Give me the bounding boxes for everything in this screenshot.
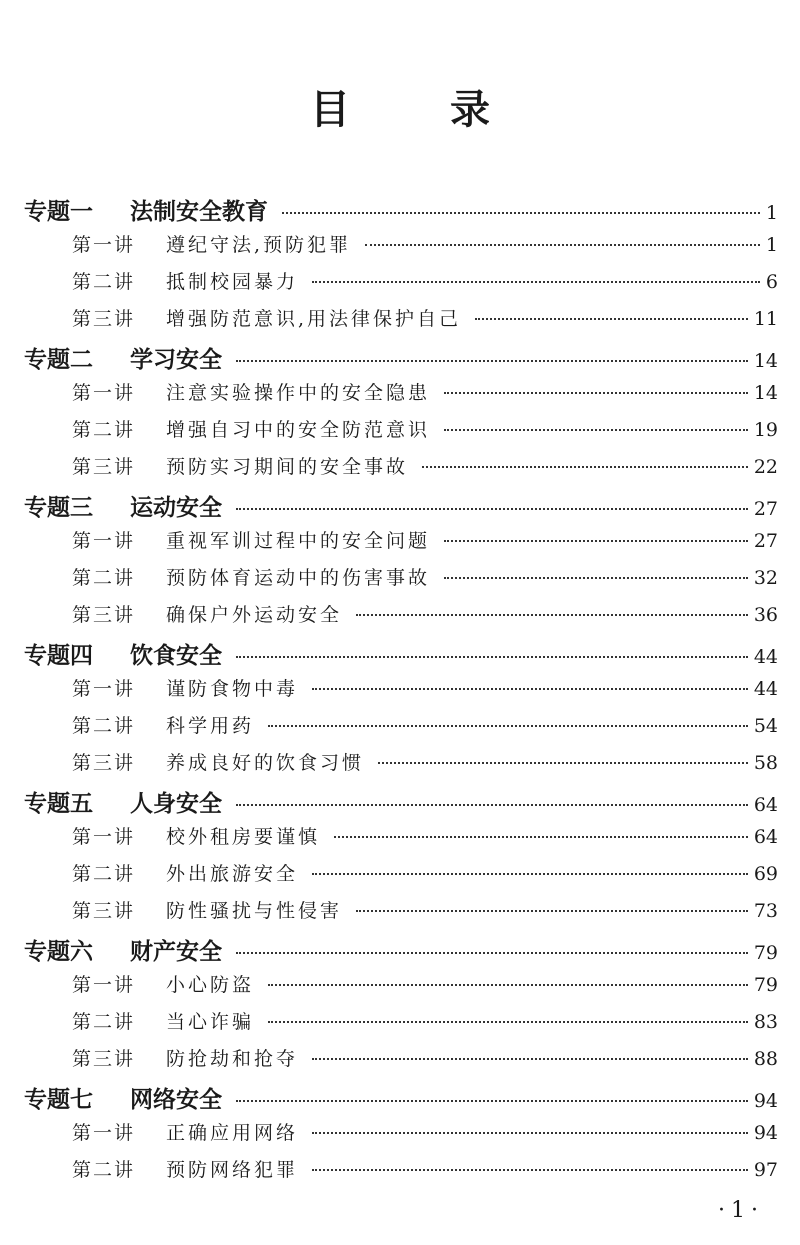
dot-leader bbox=[268, 725, 748, 727]
toc-lecture-row[interactable] bbox=[24, 304, 778, 341]
lecture-title: 谨防食物中毒 bbox=[166, 678, 299, 700]
chapter-number: 专题二 bbox=[24, 347, 93, 373]
toc-lecture-row[interactable] bbox=[24, 452, 778, 489]
chapter-title: 学习安全 bbox=[130, 347, 222, 373]
lecture-number: 第二讲 bbox=[72, 1159, 136, 1181]
toc-lecture-row[interactable] bbox=[24, 859, 778, 896]
lecture-title: 小心防盗 bbox=[166, 974, 255, 996]
page-number: 54 bbox=[753, 715, 778, 737]
page-number: 58 bbox=[753, 752, 778, 774]
lecture-number: 第二讲 bbox=[72, 1011, 136, 1033]
page-number: 6 bbox=[765, 271, 778, 293]
chapter-number: 专题五 bbox=[24, 791, 93, 817]
page-number: 44 bbox=[753, 646, 778, 668]
page-number: 27 bbox=[753, 498, 778, 520]
lecture-title: 确保户外运动安全 bbox=[166, 604, 343, 626]
dot-leader bbox=[356, 614, 748, 616]
lecture-title: 注意实验操作中的安全隐患 bbox=[166, 382, 431, 404]
dot-leader bbox=[268, 1021, 748, 1023]
table-of-contents bbox=[24, 193, 778, 1192]
toc-lecture-row[interactable] bbox=[24, 1044, 778, 1081]
lecture-title: 防性骚扰与性侵害 bbox=[166, 900, 343, 922]
page-number: 14 bbox=[753, 350, 778, 372]
lecture-title: 科学用药 bbox=[166, 715, 255, 737]
lecture-title: 预防网络犯罪 bbox=[166, 1159, 299, 1181]
lecture-number: 第三讲 bbox=[72, 604, 136, 626]
chapter-title: 财产安全 bbox=[130, 939, 222, 965]
chapter-number: 专题四 bbox=[24, 643, 93, 669]
lecture-number: 第二讲 bbox=[72, 567, 136, 589]
dot-leader bbox=[236, 952, 748, 954]
dot-leader bbox=[422, 466, 748, 468]
toc-chapter-row[interactable] bbox=[24, 341, 778, 378]
lecture-number: 第三讲 bbox=[72, 1048, 136, 1070]
lecture-number: 第一讲 bbox=[72, 678, 136, 700]
lecture-title: 防抢劫和抢夺 bbox=[166, 1048, 299, 1070]
dot-leader bbox=[312, 1132, 748, 1134]
dot-leader bbox=[444, 540, 748, 542]
dot-leader bbox=[444, 392, 748, 394]
dot-leader bbox=[378, 762, 748, 764]
page-number: 32 bbox=[753, 567, 778, 589]
toc-lecture-row[interactable] bbox=[24, 378, 778, 415]
lecture-title: 校外租房要谨慎 bbox=[166, 826, 321, 848]
lecture-number: 第一讲 bbox=[72, 530, 136, 552]
dot-leader bbox=[236, 804, 748, 806]
lecture-number: 第一讲 bbox=[72, 974, 136, 996]
page-number: 94 bbox=[753, 1122, 778, 1144]
dot-leader bbox=[365, 244, 760, 246]
page-number: 1 bbox=[765, 202, 778, 224]
dot-leader bbox=[236, 508, 748, 510]
page-number: 73 bbox=[753, 900, 778, 922]
lecture-number: 第三讲 bbox=[72, 308, 136, 330]
toc-lecture-row[interactable] bbox=[24, 674, 778, 711]
page-number: 19 bbox=[753, 419, 778, 441]
chapter-title: 人身安全 bbox=[130, 791, 222, 817]
page-number: 83 bbox=[753, 1011, 778, 1033]
lecture-number: 第二讲 bbox=[72, 863, 136, 885]
dot-leader bbox=[312, 281, 760, 283]
dot-leader bbox=[356, 910, 748, 912]
lecture-title: 外出旅游安全 bbox=[166, 863, 299, 885]
page-number: 64 bbox=[753, 794, 778, 816]
toc-lecture-row[interactable] bbox=[24, 267, 778, 304]
page-title bbox=[0, 78, 800, 135]
dot-leader bbox=[334, 836, 748, 838]
chapter-number: 专题六 bbox=[24, 939, 93, 965]
page-number: 88 bbox=[753, 1048, 778, 1070]
page-number: 79 bbox=[753, 942, 778, 964]
toc-lecture-row[interactable] bbox=[24, 1155, 778, 1192]
dot-leader bbox=[312, 1169, 748, 1171]
page-number: 64 bbox=[753, 826, 778, 848]
toc-lecture-row[interactable] bbox=[24, 896, 778, 933]
chapter-number: 专题三 bbox=[24, 495, 93, 521]
lecture-number: 第二讲 bbox=[72, 419, 136, 441]
lecture-title: 正确应用网络 bbox=[166, 1122, 299, 1144]
dot-leader bbox=[475, 318, 748, 320]
toc-lecture-row[interactable] bbox=[24, 822, 778, 859]
lecture-title: 增强自习中的安全防范意识 bbox=[166, 419, 431, 441]
page-number: 22 bbox=[753, 456, 778, 478]
lecture-title: 遵纪守法,预防犯罪 bbox=[166, 234, 352, 256]
toc-chapter-row[interactable] bbox=[24, 193, 778, 230]
chapter-title: 法制安全教育 bbox=[130, 199, 268, 225]
lecture-title: 养成良好的饮食习惯 bbox=[166, 752, 365, 774]
toc-lecture-row[interactable] bbox=[24, 1007, 778, 1044]
toc-chapter-row[interactable] bbox=[24, 637, 778, 674]
toc-lecture-row[interactable] bbox=[24, 563, 778, 600]
lecture-title: 当心诈骗 bbox=[166, 1011, 255, 1033]
chapter-number: 专题一 bbox=[24, 199, 93, 225]
lecture-number: 第一讲 bbox=[72, 1122, 136, 1144]
dot-leader bbox=[444, 429, 748, 431]
lecture-number: 第一讲 bbox=[72, 382, 136, 404]
lecture-title: 重视军训过程中的安全问题 bbox=[166, 530, 431, 552]
lecture-title: 抵制校园暴力 bbox=[166, 271, 299, 293]
dot-leader bbox=[268, 984, 748, 986]
toc-lecture-row[interactable] bbox=[24, 600, 778, 637]
page-number: 1 bbox=[765, 234, 778, 256]
lecture-number: 第一讲 bbox=[72, 234, 136, 256]
toc-lecture-row[interactable] bbox=[24, 230, 778, 267]
lecture-number: 第二讲 bbox=[72, 271, 136, 293]
lecture-title: 增强防范意识,用法律保护自己 bbox=[166, 308, 462, 330]
page-number: 94 bbox=[753, 1090, 778, 1112]
page-number: 11 bbox=[753, 308, 778, 330]
footer-page-number: ·1· bbox=[718, 1198, 764, 1223]
toc-lecture-row[interactable] bbox=[24, 415, 778, 452]
toc-chapter-row[interactable] bbox=[24, 1081, 778, 1118]
dot-leader bbox=[236, 360, 748, 362]
toc-lecture-row[interactable] bbox=[24, 1118, 778, 1155]
page-number: 97 bbox=[753, 1159, 778, 1181]
dot-leader bbox=[236, 1100, 748, 1102]
page-number: 79 bbox=[753, 974, 778, 996]
dot-leader bbox=[444, 577, 748, 579]
lecture-title: 预防体育运动中的伤害事故 bbox=[166, 567, 431, 589]
toc-lecture-row[interactable] bbox=[24, 748, 778, 785]
page-number: 44 bbox=[753, 678, 778, 700]
page-number: 36 bbox=[753, 604, 778, 626]
chapter-number: 专题七 bbox=[24, 1087, 93, 1113]
toc-chapter-row[interactable] bbox=[24, 933, 778, 970]
page-number: 69 bbox=[753, 863, 778, 885]
chapter-title: 网络安全 bbox=[130, 1087, 222, 1113]
dot-leader bbox=[312, 1058, 748, 1060]
page-number: 14 bbox=[753, 382, 778, 404]
dot-leader bbox=[282, 212, 760, 214]
dot-leader bbox=[236, 656, 748, 658]
toc-lecture-row[interactable] bbox=[24, 970, 778, 1007]
title-char-1: 目 bbox=[310, 86, 350, 133]
lecture-number: 第三讲 bbox=[72, 900, 136, 922]
chapter-title: 饮食安全 bbox=[130, 643, 222, 669]
lecture-number: 第三讲 bbox=[72, 456, 136, 478]
dot-leader bbox=[312, 873, 748, 875]
toc-lecture-row[interactable] bbox=[24, 711, 778, 748]
page-number: 27 bbox=[753, 530, 778, 552]
lecture-number: 第一讲 bbox=[72, 826, 136, 848]
chapter-title: 运动安全 bbox=[130, 495, 222, 521]
toc-chapter-row[interactable] bbox=[24, 785, 778, 822]
toc-lecture-row[interactable] bbox=[24, 526, 778, 563]
lecture-number: 第三讲 bbox=[72, 752, 136, 774]
title-char-2: 录 bbox=[450, 86, 490, 133]
toc-chapter-row[interactable] bbox=[24, 489, 778, 526]
dot-leader bbox=[312, 688, 748, 690]
lecture-title: 预防实习期间的安全事故 bbox=[166, 456, 409, 478]
lecture-number: 第二讲 bbox=[72, 715, 136, 737]
